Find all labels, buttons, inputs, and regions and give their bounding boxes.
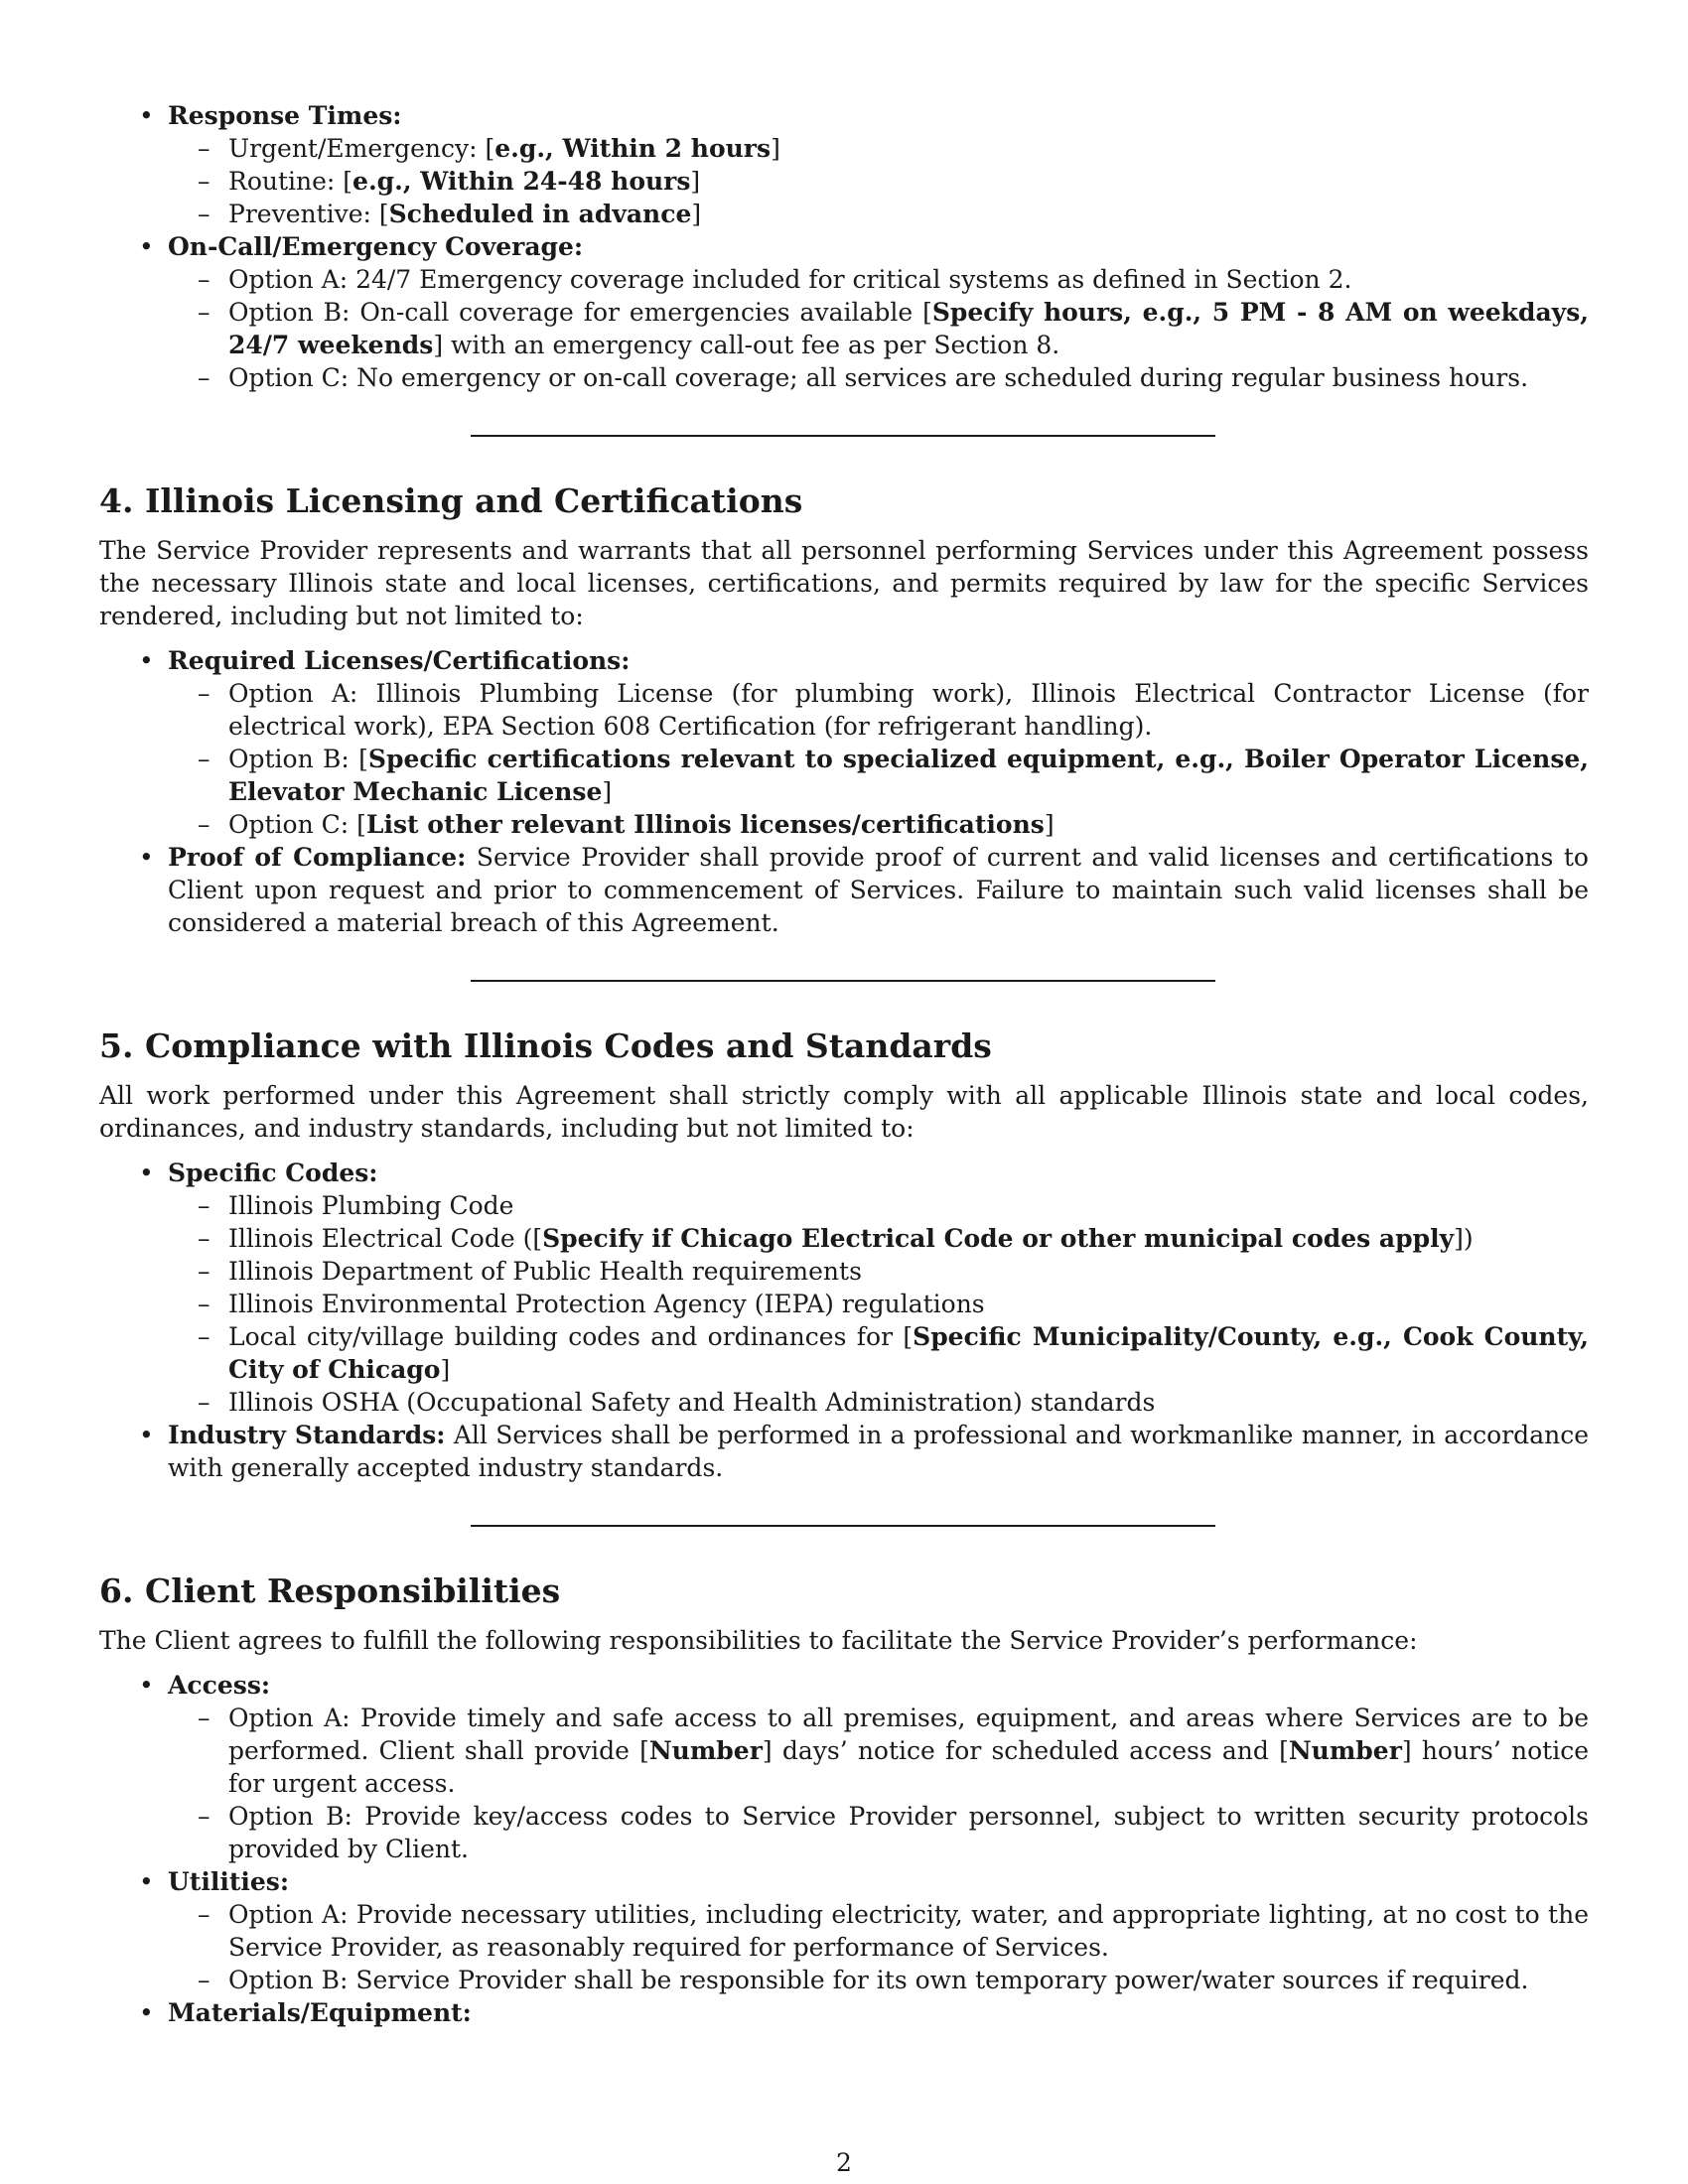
list-item: – Option B: Service Provider shall be responsible for its own temporary power/water sources if required. xyxy=(168,1964,1589,1996)
list-item xyxy=(99,644,1589,841)
list-item: – Option A: 24/7 Emergency coverage included for critical systems as defined in Section 2. xyxy=(168,263,1589,296)
section-4-intro: The Service Provider represents and warrants that all personnel performing Services under this Agreement possess the necessary Illinois state and local licenses, certifications, and permits required by law for the specific Services rendered, including but not limited to: xyxy=(99,536,1589,630)
list-item: – Option B: Provide key/access codes to Service Provider personnel, subject to written security protocols provided by Client. xyxy=(168,1800,1589,1865)
list-item: – Option A: Provide necessary utilities, including electricity, water, and appropriate lighting, at no cost to the Service Provider, as reasonably required for performance of Services. xyxy=(168,1898,1589,1964)
list-item: – Urgent/Emergency: [e.g., Within 2 hours] xyxy=(168,132,1589,165)
list-item xyxy=(99,99,1589,230)
list-item: – Option A: Provide timely and safe access to all premises, equipment, and areas where Services are to be performed. Client shall provide [Number] days’ notice for scheduled access and [Number] hours’ notice for urgent access. xyxy=(168,1702,1589,1800)
list-item: – Illinois OSHA (Occupational Safety and Health Administration) standards xyxy=(168,1386,1589,1419)
list-item: – Option A: Illinois Plumbing License (for plumbing work), Illinois Electrical Contractor License (for electrical work), EPA Section 608 Certification (for refrigerant handling). xyxy=(168,677,1589,743)
response-times-list xyxy=(168,132,1589,230)
list-item xyxy=(99,1996,1589,2029)
on-call-label: On-Call/Emergency Coverage: xyxy=(168,232,584,261)
list-item: • Industry Standards: All Services shall be performed in a professional and workmanlike manner, in accordance with generally accepted industry standards. xyxy=(99,1419,1589,1484)
page-number: 2 xyxy=(836,2148,852,2177)
codes-label: Specific Codes: xyxy=(168,1159,378,1187)
section-5-heading: 5. Compliance with Illinois Codes and Standards xyxy=(99,1026,992,1065)
section-6-intro: The Client agrees to fulfill the following responsibilities to facilitate the Service Provider’s performance: xyxy=(99,1626,1418,1655)
industry-standards-label: Industry Standards: xyxy=(168,1421,446,1449)
section-6-heading: 6. Client Responsibilities xyxy=(99,1571,561,1610)
list-item: – Illinois Electrical Code ([Specify if Chicago Electrical Code or other municipal codes apply]) xyxy=(168,1222,1589,1255)
list-item: – Illinois Department of Public Health requirements xyxy=(168,1255,1589,1288)
licenses-options-list xyxy=(168,677,1589,841)
list-item: – Local city/village building codes and ordinances for [Specific Municipality/County, e.g., Cook County, City of Chicago] xyxy=(168,1320,1589,1386)
list-item xyxy=(99,230,1589,394)
list-item: – Illinois Environmental Protection Agency (IEPA) regulations xyxy=(168,1288,1589,1320)
list-item: – Option B: On-call coverage for emergencies available [Specify hours, e.g., 5 PM - 8 AM on weekdays, 24/7 weekends] with an emergency call-out fee as per Section 8. xyxy=(168,296,1589,361)
materials-equipment-label: Materials/Equipment: xyxy=(168,1998,472,2027)
list-item: – Illinois Plumbing Code xyxy=(168,1189,1589,1222)
page-content xyxy=(99,99,1589,2029)
section-5-list xyxy=(99,1157,1589,1484)
list-item: – Option C: No emergency or on-call coverage; all services are scheduled during regular business hours. xyxy=(168,361,1589,394)
on-call-options-list xyxy=(168,263,1589,394)
list-item xyxy=(99,1865,1589,1996)
list-item xyxy=(99,1669,1589,1865)
access-options-list xyxy=(168,1702,1589,1865)
utilities-options-list xyxy=(168,1898,1589,1996)
list-item: – Option B: [Specific certifications relevant to specialized equipment, e.g., Boiler Operator License, Elevator Mechanic License] xyxy=(168,743,1589,808)
access-label: Access: xyxy=(168,1671,271,1700)
section3-continued-list xyxy=(99,99,1589,394)
section-4-heading: 4. Illinois Licensing and Certifications xyxy=(99,481,803,520)
section-5-intro: All work performed under this Agreement shall strictly comply with all applicable Illinois state and local codes, ordinances, and industry standards, including but not limited to: xyxy=(99,1081,1589,1143)
proof-label: Proof of Compliance: xyxy=(168,843,467,872)
response-times-label: Response Times: xyxy=(168,101,402,130)
list-item: – Option C: [List other relevant Illinois licenses/certifications] xyxy=(168,808,1589,841)
section-4-list xyxy=(99,644,1589,939)
utilities-label: Utilities: xyxy=(168,1867,290,1896)
licenses-label: Required Licenses/Certifications: xyxy=(168,646,631,675)
list-item xyxy=(99,1157,1589,1419)
list-item: – Routine: [e.g., Within 24-48 hours] xyxy=(168,165,1589,198)
list-item: – Preventive: [Scheduled in advance] xyxy=(168,198,1589,230)
list-item: • Proof of Compliance: Service Provider shall provide proof of current and valid licenses and certifications to Client upon request and prior to commencement of Services. Failure to maintain such valid licenses shall be considered a material breach of this Agreement. xyxy=(99,841,1589,939)
section-6-list xyxy=(99,1669,1589,2029)
codes-list xyxy=(168,1189,1589,1419)
